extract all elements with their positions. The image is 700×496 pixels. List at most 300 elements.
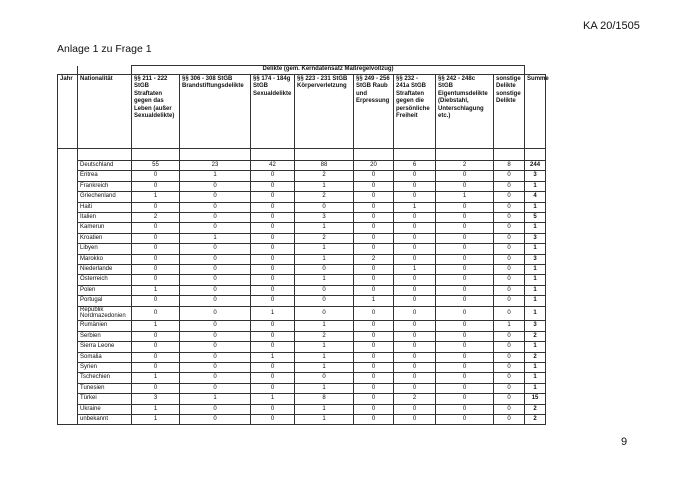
count-cell: 0 — [494, 362, 525, 372]
count-cell: 0 — [180, 213, 251, 223]
count-cell: 0 — [251, 181, 295, 191]
count-cell: 0 — [494, 171, 525, 181]
sum-cell: 1 — [525, 244, 546, 254]
empty-cell — [78, 66, 132, 75]
count-cell: 1 — [295, 181, 354, 191]
spacer-cell — [494, 149, 525, 161]
count-cell: 0 — [132, 202, 180, 212]
count-cell: 0 — [354, 244, 394, 254]
count-cell: 0 — [394, 321, 436, 331]
table-row — [58, 296, 546, 306]
page-heading: Anlage 1 zu Frage 1 — [57, 43, 152, 55]
table-row — [58, 414, 546, 424]
sum-cell: 2 — [525, 404, 546, 414]
nationality-cell: Polen — [78, 285, 132, 295]
count-cell: 0 — [354, 265, 394, 275]
table-row — [58, 254, 546, 264]
count-cell: 0 — [251, 321, 295, 331]
spacer-cell — [132, 149, 180, 161]
nationality-cell: Republik Nordmazedonien — [78, 306, 132, 321]
count-cell: 0 — [354, 373, 394, 383]
col-header-c5: §§ 249 - 256 StGB Raub und Erpressung — [354, 75, 394, 149]
count-cell: 0 — [354, 285, 394, 295]
count-cell: 0 — [180, 244, 251, 254]
count-cell: 0 — [251, 404, 295, 414]
count-cell: 0 — [436, 213, 494, 223]
count-cell: 0 — [436, 265, 494, 275]
count-cell: 0 — [251, 254, 295, 264]
count-cell: 0 — [494, 192, 525, 202]
count-cell: 0 — [494, 181, 525, 191]
count-cell: 0 — [251, 233, 295, 243]
count-cell: 1 — [132, 192, 180, 202]
table-row — [58, 223, 546, 233]
nationality-cell: Syrien — [78, 362, 132, 372]
count-cell: 1 — [295, 352, 354, 362]
nationality-cell: Sierra Leone — [78, 342, 132, 352]
count-cell: 0 — [394, 171, 436, 181]
count-cell: 0 — [436, 285, 494, 295]
nationality-cell: Griechenland — [78, 192, 132, 202]
sum-cell: 1 — [525, 265, 546, 275]
sum-cell: 15 — [525, 394, 546, 404]
count-cell: 2 — [295, 233, 354, 243]
nationality-cell: Haiti — [78, 202, 132, 212]
spacer-cell — [295, 149, 354, 161]
count-cell: 0 — [394, 192, 436, 202]
count-cell: 0 — [494, 265, 525, 275]
count-cell: 0 — [354, 233, 394, 243]
nationality-cell: Deutschland — [78, 161, 132, 171]
spacer-cell — [58, 149, 78, 161]
count-cell: 0 — [295, 202, 354, 212]
count-cell: 0 — [494, 342, 525, 352]
count-cell: 1 — [394, 202, 436, 212]
count-cell: 0 — [180, 342, 251, 352]
sum-cell: 1 — [525, 275, 546, 285]
count-cell: 0 — [354, 331, 394, 341]
count-cell: 0 — [251, 296, 295, 306]
count-cell: 0 — [394, 342, 436, 352]
count-cell: 6 — [394, 161, 436, 171]
offense-table — [57, 65, 549, 425]
count-cell: 0 — [394, 296, 436, 306]
nationality-cell: Eritrea — [78, 171, 132, 181]
col-header-c8: sonstige Delikte sonstige Delikte — [494, 75, 525, 149]
table-row — [58, 202, 546, 212]
count-cell: 0 — [394, 362, 436, 372]
count-cell: 0 — [394, 331, 436, 341]
count-cell: 0 — [132, 244, 180, 254]
document-reference: KA 20/1505 — [583, 20, 640, 32]
count-cell: 0 — [394, 233, 436, 243]
count-cell: 20 — [354, 161, 394, 171]
count-cell: 0 — [354, 352, 394, 362]
count-cell: 0 — [251, 171, 295, 181]
count-cell: 1 — [394, 265, 436, 275]
count-cell: 1 — [132, 414, 180, 424]
table-row — [58, 213, 546, 223]
nationality-cell: Kamerun — [78, 223, 132, 233]
sum-cell: 3 — [525, 254, 546, 264]
count-cell: 1 — [132, 373, 180, 383]
group-header-row — [58, 66, 546, 75]
spacer-cell — [251, 149, 295, 161]
spacer-row — [58, 149, 546, 161]
count-cell: 0 — [436, 244, 494, 254]
col-header-c2: §§ 306 - 308 StGB Brandstiftungsdelikte — [180, 75, 251, 149]
count-cell: 0 — [132, 233, 180, 243]
sum-cell: 2 — [525, 352, 546, 362]
table-row — [58, 244, 546, 254]
count-cell: 0 — [180, 414, 251, 424]
table-row — [58, 192, 546, 202]
count-cell: 0 — [394, 275, 436, 285]
count-cell: 0 — [494, 275, 525, 285]
count-cell: 0 — [354, 321, 394, 331]
count-cell: 0 — [132, 223, 180, 233]
sum-cell: 1 — [525, 202, 546, 212]
count-cell: 1 — [180, 394, 251, 404]
nationality-cell: Somalia — [78, 352, 132, 362]
count-cell: 0 — [132, 331, 180, 341]
count-cell: 0 — [394, 383, 436, 393]
sum-cell: 244 — [525, 161, 546, 171]
count-cell: 0 — [251, 362, 295, 372]
count-cell: 0 — [180, 352, 251, 362]
count-cell: 3 — [295, 213, 354, 223]
count-cell: 0 — [180, 362, 251, 372]
count-cell: 0 — [180, 223, 251, 233]
count-cell: 55 — [132, 161, 180, 171]
count-cell: 1 — [295, 404, 354, 414]
count-cell: 0 — [132, 181, 180, 191]
count-cell: 8 — [494, 161, 525, 171]
count-cell: 0 — [494, 331, 525, 341]
count-cell: 0 — [354, 414, 394, 424]
count-cell: 0 — [251, 342, 295, 352]
count-cell: 1 — [295, 244, 354, 254]
table-row — [58, 394, 546, 404]
sum-cell: 2 — [525, 414, 546, 424]
count-cell: 0 — [394, 285, 436, 295]
count-cell: 0 — [494, 202, 525, 212]
count-cell: 1 — [180, 233, 251, 243]
count-cell: 0 — [180, 202, 251, 212]
count-cell: 0 — [180, 373, 251, 383]
sum-cell: 1 — [525, 362, 546, 372]
count-cell: 2 — [295, 171, 354, 181]
count-cell: 0 — [394, 213, 436, 223]
count-cell: 1 — [295, 275, 354, 285]
count-cell: 1 — [132, 321, 180, 331]
count-cell: 0 — [132, 342, 180, 352]
count-cell: 1 — [295, 362, 354, 372]
count-cell: 0 — [436, 321, 494, 331]
count-cell: 0 — [295, 285, 354, 295]
count-cell: 0 — [180, 265, 251, 275]
table-row — [58, 352, 546, 362]
count-cell: 0 — [180, 192, 251, 202]
count-cell: 0 — [436, 394, 494, 404]
count-cell: 0 — [354, 383, 394, 393]
count-cell: 1 — [251, 306, 295, 321]
count-cell: 0 — [354, 362, 394, 372]
jahr-cell — [58, 161, 78, 425]
col-header-c6: §§ 232 - 241a StGB Straftaten gegen die persönliche Freiheit — [394, 75, 436, 149]
count-cell: 0 — [436, 352, 494, 362]
table-row — [58, 321, 546, 331]
count-cell: 0 — [251, 331, 295, 341]
table-row — [58, 373, 546, 383]
count-cell: 0 — [394, 352, 436, 362]
spacer-cell — [436, 149, 494, 161]
count-cell: 0 — [251, 223, 295, 233]
count-cell: 0 — [354, 342, 394, 352]
nationality-cell: unbekannt — [78, 414, 132, 424]
spacer-cell — [180, 149, 251, 161]
count-cell: 1 — [354, 296, 394, 306]
col-header-c1: §§ 211 - 222 StGB Straftaten gegen das Leben (außer Sexualdelikte) — [132, 75, 180, 149]
count-cell: 0 — [132, 254, 180, 264]
count-cell: 1 — [494, 321, 525, 331]
count-cell: 1 — [251, 352, 295, 362]
sum-cell: 4 — [525, 192, 546, 202]
count-cell: 0 — [354, 223, 394, 233]
count-cell: 0 — [180, 306, 251, 321]
count-cell: 0 — [251, 414, 295, 424]
spacer-cell — [525, 149, 546, 161]
table-row — [58, 181, 546, 191]
col-header-summe: Summe — [525, 75, 546, 149]
count-cell: 1 — [295, 254, 354, 264]
nationality-cell: Frankreich — [78, 181, 132, 191]
nationality-cell: Tunesien — [78, 383, 132, 393]
table-row — [58, 383, 546, 393]
count-cell: 88 — [295, 161, 354, 171]
count-cell: 0 — [394, 181, 436, 191]
count-cell: 0 — [494, 285, 525, 295]
count-cell: 0 — [180, 321, 251, 331]
count-cell: 1 — [132, 285, 180, 295]
count-cell: 0 — [180, 254, 251, 264]
count-cell: 1 — [295, 342, 354, 352]
sum-cell: 1 — [525, 285, 546, 295]
sum-cell: 1 — [525, 296, 546, 306]
table-row — [58, 285, 546, 295]
count-cell: 0 — [436, 414, 494, 424]
count-cell: 0 — [436, 404, 494, 414]
count-cell: 0 — [436, 202, 494, 212]
count-cell: 0 — [494, 394, 525, 404]
count-cell: 1 — [180, 171, 251, 181]
table-row — [58, 265, 546, 275]
count-cell: 0 — [354, 213, 394, 223]
table-body — [58, 149, 546, 425]
count-cell: 0 — [251, 275, 295, 285]
sum-cell: 3 — [525, 171, 546, 181]
sum-cell: 5 — [525, 213, 546, 223]
count-cell: 0 — [180, 383, 251, 393]
table-row — [58, 331, 546, 341]
count-cell: 0 — [132, 306, 180, 321]
count-cell: 0 — [494, 254, 525, 264]
col-header-jahr: Jahr — [58, 75, 78, 149]
count-cell: 0 — [180, 285, 251, 295]
count-cell: 0 — [180, 331, 251, 341]
count-cell: 0 — [180, 275, 251, 285]
nationality-cell: Portugal — [78, 296, 132, 306]
count-cell: 0 — [295, 265, 354, 275]
count-cell: 0 — [180, 404, 251, 414]
count-cell: 0 — [436, 181, 494, 191]
count-cell: 2 — [394, 394, 436, 404]
table-row — [58, 233, 546, 243]
count-cell: 0 — [251, 285, 295, 295]
count-cell: 0 — [436, 223, 494, 233]
count-cell: 1 — [295, 223, 354, 233]
group-header: Delikte (gem. Kerndatensatz Maßregelvollzug) — [132, 66, 525, 75]
nationality-cell: Türkei — [78, 394, 132, 404]
nationality-cell: Libyen — [78, 244, 132, 254]
count-cell: 0 — [494, 414, 525, 424]
nationality-cell: Ukraine — [78, 404, 132, 414]
count-cell: 0 — [436, 373, 494, 383]
count-cell: 0 — [251, 192, 295, 202]
count-cell: 0 — [436, 296, 494, 306]
count-cell: 0 — [494, 383, 525, 393]
col-header-c4: §§ 223 - 231 StGB Körperverletzung — [295, 75, 354, 149]
nationality-cell: Serbien — [78, 331, 132, 341]
count-cell: 0 — [180, 296, 251, 306]
count-cell: 0 — [436, 233, 494, 243]
count-cell: 3 — [132, 394, 180, 404]
count-cell: 0 — [132, 275, 180, 285]
count-cell: 1 — [436, 192, 494, 202]
nationality-cell: Italien — [78, 213, 132, 223]
count-cell: 0 — [494, 373, 525, 383]
count-cell: 0 — [354, 404, 394, 414]
count-cell: 0 — [436, 383, 494, 393]
count-cell: 0 — [132, 362, 180, 372]
count-cell: 0 — [494, 352, 525, 362]
count-cell: 0 — [394, 244, 436, 254]
spacer-cell — [354, 149, 394, 161]
count-cell: 0 — [251, 383, 295, 393]
count-cell: 0 — [354, 171, 394, 181]
count-cell: 1 — [295, 383, 354, 393]
count-cell: 0 — [394, 414, 436, 424]
count-cell: 0 — [494, 233, 525, 243]
count-cell: 0 — [354, 192, 394, 202]
count-cell: 1 — [251, 394, 295, 404]
count-cell: 0 — [354, 394, 394, 404]
count-cell: 0 — [494, 296, 525, 306]
count-cell: 0 — [251, 202, 295, 212]
count-cell: 2 — [132, 213, 180, 223]
count-cell: 0 — [394, 404, 436, 414]
count-cell: 0 — [354, 181, 394, 191]
count-cell: 0 — [295, 306, 354, 321]
nationality-cell: Marokko — [78, 254, 132, 264]
count-cell: 0 — [251, 213, 295, 223]
sum-cell: 1 — [525, 181, 546, 191]
count-cell: 0 — [251, 265, 295, 275]
table-row — [58, 342, 546, 352]
count-cell: 42 — [251, 161, 295, 171]
count-cell: 0 — [494, 306, 525, 321]
count-cell: 0 — [436, 362, 494, 372]
col-header-nationalitaet: Nationalität — [78, 75, 132, 149]
sum-cell: 3 — [525, 233, 546, 243]
count-cell: 0 — [494, 244, 525, 254]
table-row — [58, 171, 546, 181]
count-cell: 8 — [295, 394, 354, 404]
spacer-cell — [78, 149, 132, 161]
sum-cell: 3 — [525, 321, 546, 331]
empty-cell — [525, 66, 546, 75]
count-cell: 0 — [132, 265, 180, 275]
page-number: 9 — [621, 436, 628, 448]
count-cell: 2 — [295, 192, 354, 202]
count-cell: 0 — [354, 275, 394, 285]
count-cell: 0 — [394, 306, 436, 321]
empty-cell — [58, 66, 78, 75]
count-cell: 0 — [354, 306, 394, 321]
count-cell: 0 — [295, 296, 354, 306]
count-cell: 0 — [394, 223, 436, 233]
table-row — [58, 306, 546, 321]
count-cell: 0 — [251, 373, 295, 383]
count-cell: 0 — [295, 373, 354, 383]
sum-cell: 1 — [525, 373, 546, 383]
nationality-cell: Niederlande — [78, 265, 132, 275]
count-cell: 0 — [436, 254, 494, 264]
col-header-c7: §§ 242 - 248c StGB Eigentumsdelikte (Diebstahl, Unterschlagung etc.) — [436, 75, 494, 149]
count-cell: 0 — [494, 213, 525, 223]
table-row — [58, 404, 546, 414]
count-cell: 0 — [132, 352, 180, 362]
count-cell: 0 — [494, 404, 525, 414]
count-cell: 0 — [354, 202, 394, 212]
count-cell: 1 — [132, 404, 180, 414]
count-cell: 23 — [180, 161, 251, 171]
count-cell: 0 — [132, 296, 180, 306]
table-row — [58, 362, 546, 372]
sum-cell: 1 — [525, 383, 546, 393]
sum-cell: 1 — [525, 342, 546, 352]
table-row — [58, 161, 546, 171]
nationality-cell: Österreich — [78, 275, 132, 285]
nationality-cell: Kroatien — [78, 233, 132, 243]
count-cell: 0 — [494, 223, 525, 233]
count-cell: 2 — [436, 161, 494, 171]
sum-cell: 2 — [525, 331, 546, 341]
count-cell: 0 — [436, 171, 494, 181]
column-header-row — [58, 75, 546, 149]
nationality-cell: Tschechien — [78, 373, 132, 383]
count-cell: 2 — [295, 331, 354, 341]
count-cell: 0 — [394, 254, 436, 264]
count-cell: 0 — [436, 306, 494, 321]
count-cell: 0 — [251, 244, 295, 254]
count-cell: 2 — [354, 254, 394, 264]
count-cell: 0 — [436, 275, 494, 285]
count-cell: 0 — [132, 171, 180, 181]
count-cell: 0 — [132, 383, 180, 393]
count-cell: 1 — [295, 414, 354, 424]
count-cell: 1 — [295, 321, 354, 331]
